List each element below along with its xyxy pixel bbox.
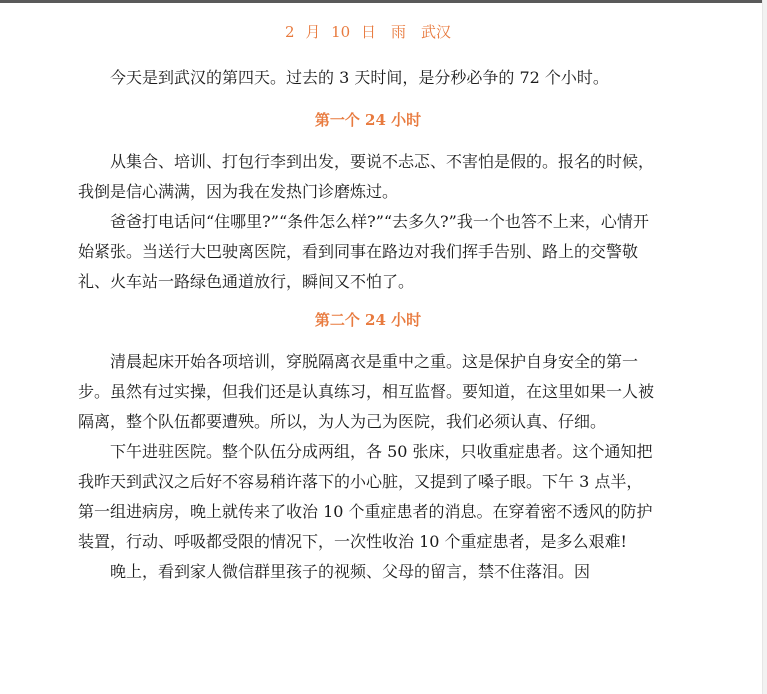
scrollbar-edge[interactable] (762, 0, 767, 694)
section-heading-second-24-hours: 第二个 24 小时 (314, 311, 422, 329)
section2-paragraph-3: 晚上，看到家人微信群里孩子的视频、父母的留言，禁不住落泪。因 (110, 562, 591, 581)
section1-paragraph-2: 爸爸打电话问“住哪里?”“条件怎么样?”“去多久?”我一个也答不上来，心情开始紧张。当送行大巴驶离医院，看到同事在路边对我们挥手告别、路上的交警敬礼、火车站一路绿色通道放行，瞬间又不怕了。 (78, 212, 649, 291)
document-body (78, 14, 658, 587)
section2-paragraph-1: 清晨起床开始各项培训，穿脱隔离衣是重中之重。这是保护自身安全的第一步。虽然有过实操，但我们还是认真练习，相互监督。要知道，在这里如果一人被隔离，整个队伍都要遭殃。所以，为人为己为医院，我们必须认真、仔细。 (78, 352, 655, 431)
window-top-border (0, 0, 767, 3)
section2-paragraph-2: 下午进驻医院。整个队伍分成两组，各 50 张床，只收重症患者。这个通知把我昨天到武汉之后好不容易稍许落下的小心脏，又提到了嗓子眼。下午 3 点半，第一组进病房，晚上就传来了收治 10 个重症患者的消息。在穿着密不透风的防护装置，行动、呼吸都受限的情况下，一次性收治 10 个重症患者，是多么艰难! (78, 442, 653, 551)
date-weather-location: 2 月 10 日 雨 武汉 (285, 23, 451, 41)
section-heading-first-24-hours: 第一个 24 小时 (314, 111, 422, 129)
intro-paragraph: 今天是到武汉的第四天。过去的 3 天时间，是分秒必争的 72 个小时。 (110, 68, 609, 87)
section1-paragraph-1: 从集合、培训、打包行李到出发，要说不忐忑、不害怕是假的。报名的时候，我倒是信心满满，因为我在发热门诊磨炼过。 (78, 152, 655, 201)
